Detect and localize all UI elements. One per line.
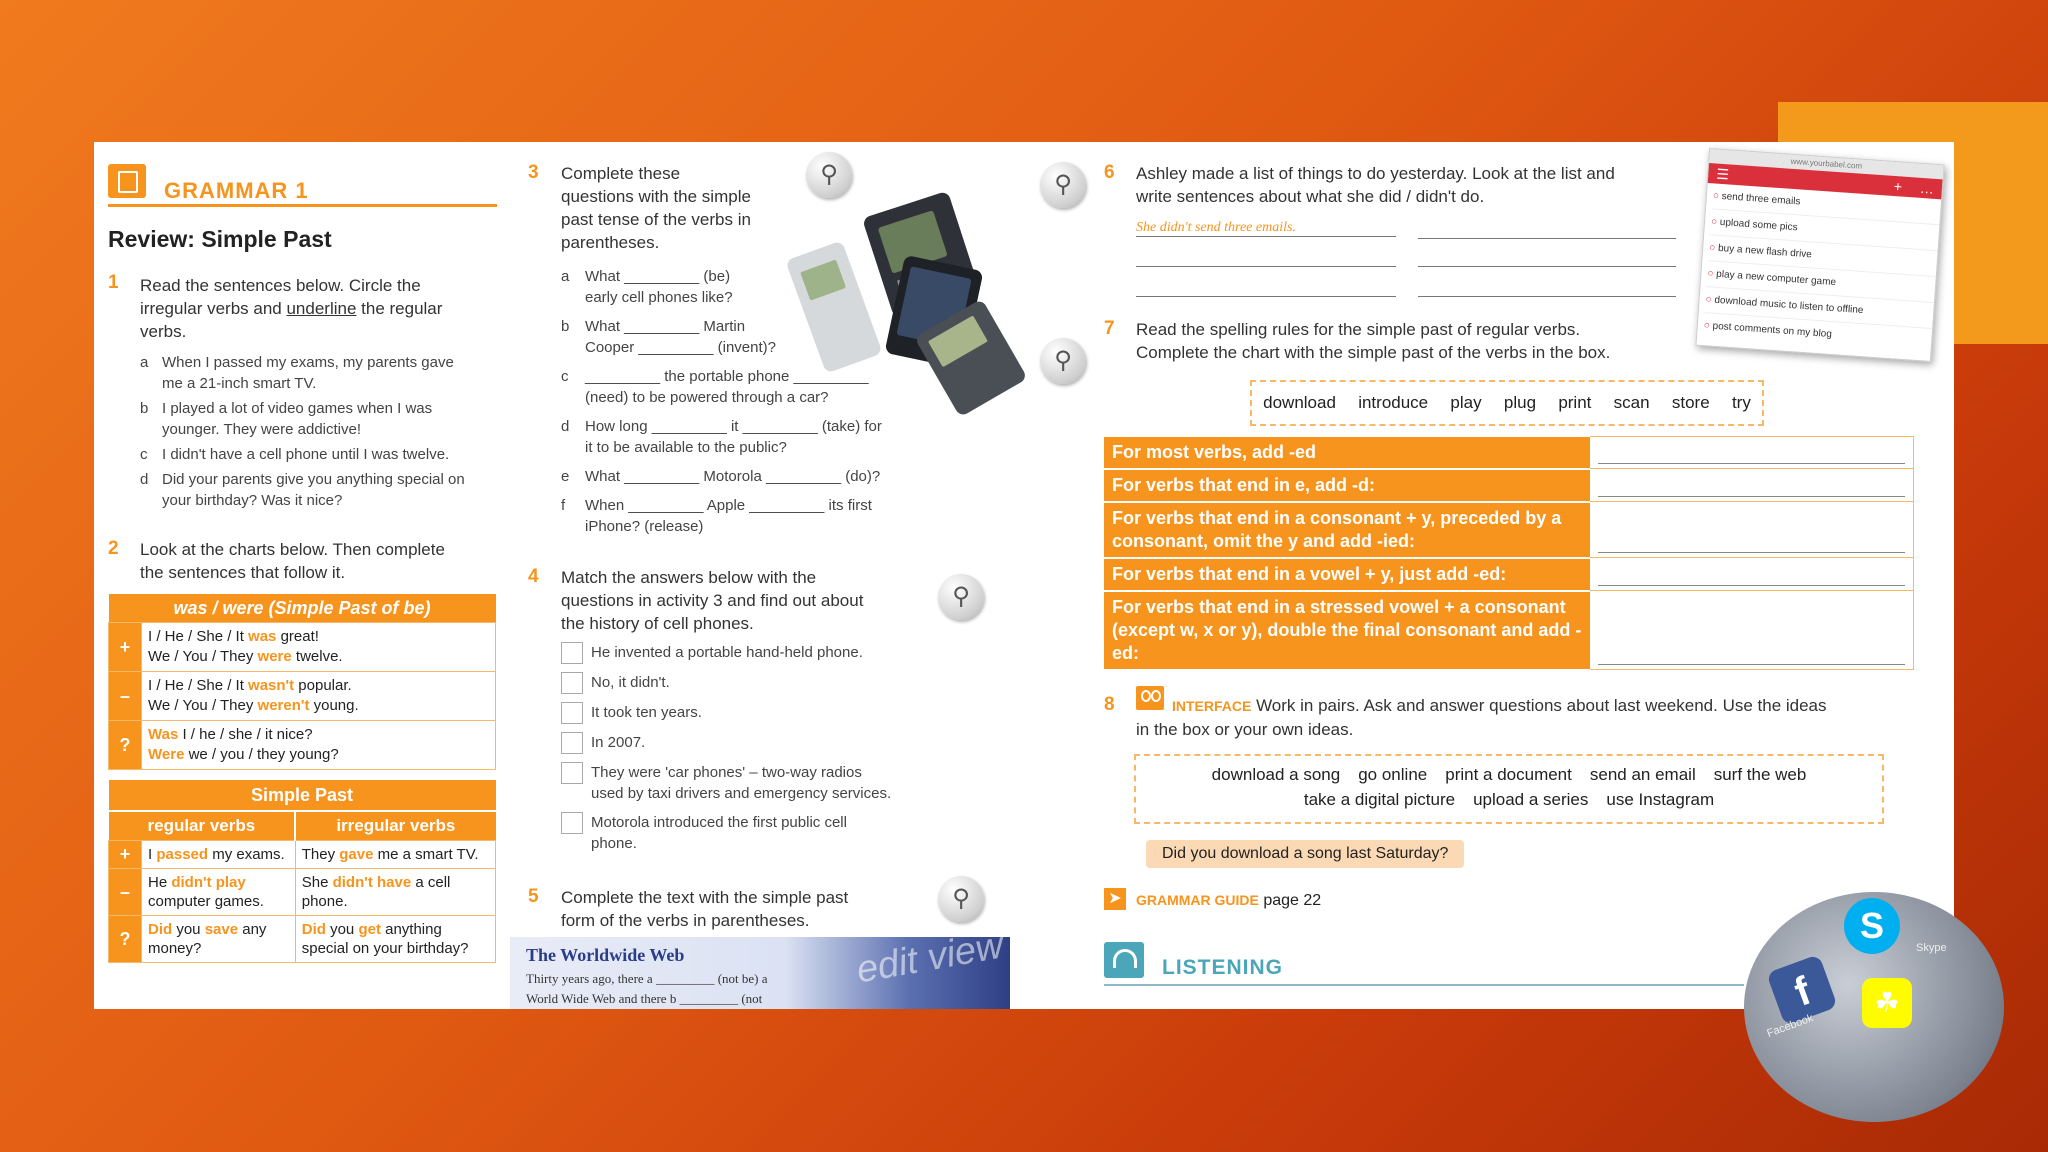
more-icon: … [1919, 179, 1935, 197]
column-header: regular verbs [109, 811, 296, 841]
word-box: download introduce play plug print scan store try [1250, 380, 1764, 426]
list-item: In 2007. [561, 732, 1021, 754]
list-item: ○ buy a new flash drive [1708, 235, 1937, 277]
simple-past-table [108, 780, 496, 963]
list-item: Motorola introduced the first public cell phone. [561, 812, 1021, 854]
table-row: For verbs that end in a consonant + y, preceded by a consonant, omit the y and add -ied: [1104, 502, 1914, 558]
answer-line[interactable] [1598, 538, 1905, 553]
answer-checkbox[interactable] [561, 642, 583, 664]
table-row: – He didn't play computer games. She didn't have a cell phone. [109, 869, 496, 916]
answer-line[interactable] [1418, 266, 1676, 267]
ex6-instructions: Ashley made a list of things to do yesterday. Look at the list and write sentences about what she did / didn't do. [1136, 164, 1615, 206]
answer-line[interactable] [1598, 449, 1905, 464]
ex8-instructions-cont: in the box or your own ideas. [1136, 720, 1354, 739]
list-item: ○ play a new computer game [1706, 261, 1935, 303]
ex8-instructions: INTERFACE Work in pairs. Ask and answer questions about last weekend. Use the ideas [1172, 696, 1827, 715]
grammar-divider [108, 204, 497, 207]
list-item: c _________ the portable phone _________ (need) to be powered through a car? [561, 368, 869, 406]
todo-url: www.yourbabel.com [1709, 149, 1943, 179]
exercise-number: 6 [1104, 162, 1115, 183]
checkbox-icon: ○ [1708, 242, 1716, 254]
table-row: ? Was I / he / she / it nice? Were we / you / they young? [109, 721, 496, 770]
list-item: d Did your parents give you anything special on your birthday? Was it nice? [140, 471, 465, 509]
worldwide-web-text-box [510, 924, 1010, 1009]
exercise-number: 4 [528, 566, 539, 587]
table-header: was / were (Simple Past of be) [109, 594, 496, 623]
app-icons-photo [1744, 892, 2004, 1122]
ex7-instructions: Read the spelling rules for the simple past of regular verbs. Complete the chart with the simple past of the verbs in the box. [1136, 320, 1611, 362]
ex1-instructions: Read the sentences below. Circle the irregular verbs and underline the regular verbs. [140, 276, 443, 341]
ex1-items [140, 352, 500, 511]
table-row: For most verbs, add -ed [1104, 437, 1914, 469]
ideas-box: download a song go online print a document send an email surf the web take a digital picture upload a series use Instagram [1134, 754, 1884, 824]
table-row: ? Did you save any money? Did you get anything special on your birthday? [109, 916, 496, 963]
checkbox-icon: ○ [1710, 216, 1718, 228]
search-icon: ⚲ [938, 876, 984, 922]
answer-line[interactable] [1598, 482, 1905, 497]
listening-divider [1104, 984, 1744, 986]
checkbox-icon: ○ [1703, 320, 1711, 332]
list-item: ○ post comments on my blog [1703, 320, 1833, 341]
answer-line[interactable] [1136, 266, 1396, 267]
checkbox-icon: ○ [1707, 268, 1714, 280]
box-text: Thirty years ago, there a _________ (not be) a World Wide Web and there b _________ (not [526, 971, 768, 1006]
answer-checkbox[interactable] [561, 732, 583, 754]
answer-line[interactable] [1418, 238, 1676, 239]
list-item: They were 'car phones' – two-way radios used by taxi drivers and emergency services. [561, 762, 1021, 804]
ex4-items [561, 642, 1021, 854]
table-row: For verbs that end in a vowel + y, just add -ed: [1104, 558, 1914, 591]
grammar-icon [108, 164, 146, 198]
skype-icon: S [1844, 898, 1900, 954]
list-item: a What _________ (be) early cell phones like? [561, 268, 733, 306]
list-item: a When I passed my exams, my parents gave me a 21-inch smart TV. [140, 354, 454, 392]
ex6-example-answer: She didn't send three emails. [1136, 220, 1396, 237]
list-item: c I didn't have a cell phone until I was twelve. [140, 446, 450, 463]
arrow-right-icon: ➤ [1104, 888, 1126, 910]
exercise-number: 5 [528, 886, 539, 907]
listening-heading: LISTENING [1162, 956, 1284, 979]
ex3-items [561, 266, 1021, 537]
exercise-number: 2 [108, 538, 119, 559]
list-item: d How long _________ it _________ (take) for it to be available to the public? [561, 418, 882, 456]
todo-list-screenshot [1695, 148, 1944, 362]
list-item: b I played a lot of video games when I was younger. They were addictive! [140, 400, 433, 438]
todo-items [1697, 183, 1941, 354]
ex3-instructions: Complete these questions with the simple past tense of the verbs in parentheses. [561, 164, 751, 252]
answer-line[interactable] [1418, 296, 1676, 297]
search-icon: ⚲ [1040, 338, 1086, 384]
checkbox-icon: ○ [1705, 294, 1713, 306]
table-row: + I / He / She / It was great! We / You / They were twelve. [109, 623, 496, 672]
list-item: ○ download music to listen to offline [1705, 287, 1934, 329]
search-icon: ⚲ [1040, 162, 1086, 208]
exercise-number: 3 [528, 162, 539, 183]
list-item: It took ten years. [561, 702, 1021, 724]
table-row: + I passed my exams. They gave me a smart TV. [109, 841, 496, 869]
list-item: f When _________ Apple _________ its first iPhone? (release) [561, 497, 872, 535]
search-icon: ⚲ [806, 152, 852, 198]
answer-checkbox[interactable] [561, 812, 583, 834]
menu-icon: ☰ [1715, 165, 1730, 183]
table-row: For verbs that end in a stressed vowel + a consonant (except w, x or y), double the final consonant and add -ed: [1104, 591, 1914, 670]
page-title: Review: Simple Past [108, 226, 332, 252]
exercise-number: 7 [1104, 318, 1115, 339]
example-speech-bubble: Did you download a song last Saturday? [1146, 840, 1464, 868]
list-item: b What _________ Martin Cooper _________ (invent)? [561, 318, 776, 356]
box-decoration: edit view [853, 924, 1007, 992]
list-item: He invented a portable hand-held phone. [561, 642, 1021, 664]
skype-label: Skype [1916, 942, 1947, 954]
answer-line[interactable] [1598, 650, 1905, 665]
facebook-icon: f [1766, 954, 1838, 1026]
exercise-number: 1 [108, 272, 119, 293]
add-icon: + [1893, 177, 1903, 195]
facebook-label: Facebook [1765, 1012, 1815, 1040]
answer-checkbox[interactable] [561, 702, 583, 724]
table-row: For verbs that end in e, add -d: [1104, 469, 1914, 502]
checkbox-icon: ○ [1712, 190, 1720, 202]
answer-checkbox[interactable] [561, 672, 583, 694]
headphones-icon [1104, 942, 1144, 978]
ex4-instructions: Match the answers below with the questions in activity 3 and find out about the history of cell phones. [561, 568, 864, 633]
pair-work-icon [1136, 686, 1164, 710]
column-header: irregular verbs [295, 811, 495, 841]
grammar-guide-link[interactable]: GRAMMAR GUIDE page 22 [1136, 892, 1322, 909]
box-title: The Worldwide Web [526, 945, 685, 965]
ex2-instructions: Look at the charts below. Then complete the sentences that follow it. [140, 540, 445, 582]
answer-line[interactable] [1598, 571, 1905, 586]
list-item: ○ send three emails [1712, 183, 1941, 225]
textbook-page [94, 142, 1954, 1040]
answer-line[interactable] [1136, 296, 1396, 297]
table-row: – I / He / She / It wasn't popular. We / You / They weren't young. [109, 672, 496, 721]
list-item: e What _________ Motorola _________ (do)? [561, 468, 881, 485]
list-item: ○ upload some pics [1710, 209, 1939, 251]
exercise-number: 8 [1104, 694, 1115, 715]
list-item: No, it didn't. [561, 672, 1021, 694]
was-were-table [108, 594, 496, 770]
spelling-rules-chart [1104, 436, 1914, 671]
snapchat-icon: ☘ [1862, 978, 1912, 1028]
search-icon: ⚲ [938, 574, 984, 620]
table-header: Simple Past [109, 780, 496, 811]
grammar-heading: GRAMMAR 1 [164, 178, 309, 203]
answer-checkbox[interactable] [561, 762, 583, 784]
ex5-instructions: Complete the text with the simple past form of the verbs in parentheses. [561, 888, 849, 930]
